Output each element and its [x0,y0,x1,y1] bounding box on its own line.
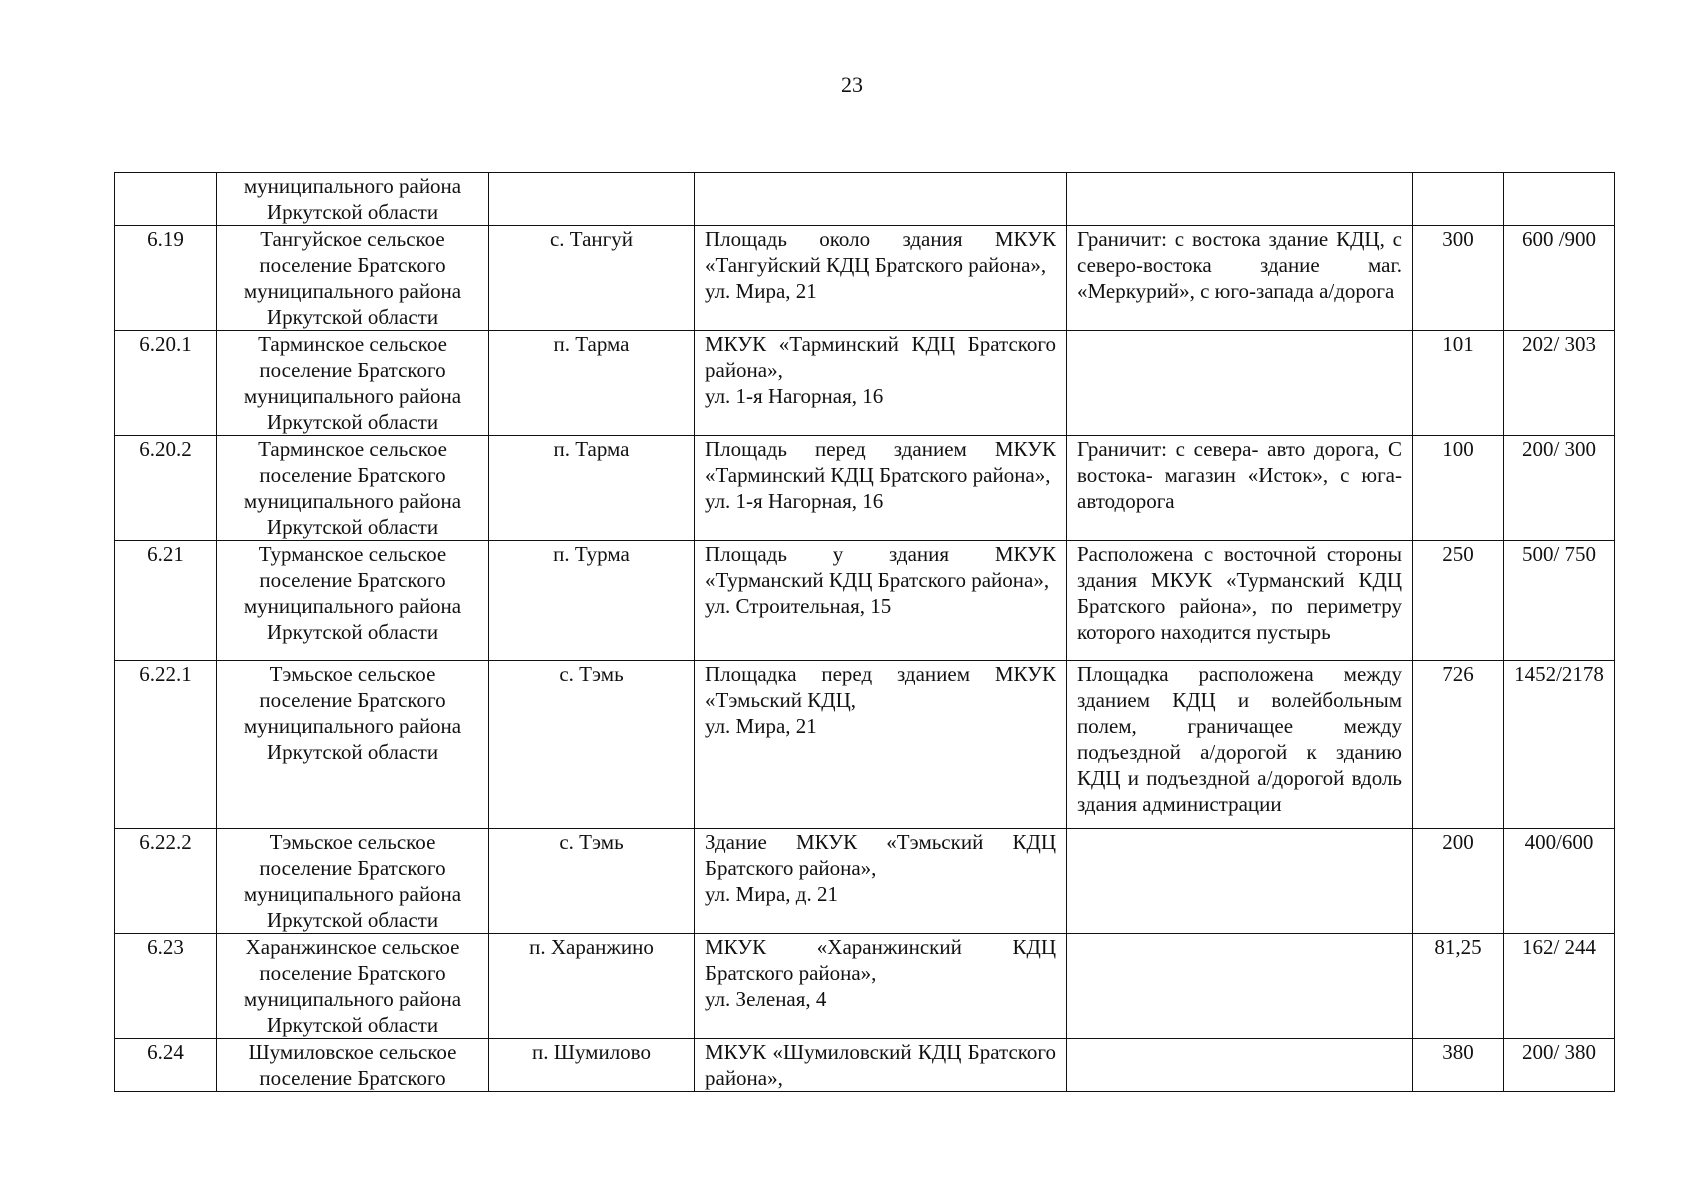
settlement-cell: муниципального района Иркутской области [217,173,489,226]
place-cell: МКУК «Харанжинский КДЦ Братского района», ул. Зеленая, 4 [695,934,1067,1039]
row-number: 6.24 [115,1039,217,1092]
locality-cell [489,173,695,226]
table-row [115,934,1615,1039]
area-cell: 101 [1413,331,1504,436]
area-cell: 300 [1413,226,1504,331]
boundaries-cell [1067,829,1413,934]
boundaries-cell [1067,173,1413,226]
settlement-cell: Тарминское сельское поселение Братского муниципального района Иркутской области [217,436,489,541]
row-number: 6.22.1 [115,661,217,829]
capacity-cell: 202/ 303 [1504,331,1615,436]
capacity-cell: 1452/2178 [1504,661,1615,829]
locality-cell: с. Тэмь [489,661,695,829]
locality-cell: п. Харанжино [489,934,695,1039]
row-number: 6.19 [115,226,217,331]
place-cell: МКУК «Тарминский КДЦ Братского района», ул. 1-я Нагорная, 16 [695,331,1067,436]
settlement-cell: Харанжинское сельское поселение Братского муниципального района Иркутской области [217,934,489,1039]
row-number: 6.21 [115,541,217,661]
table-row [115,661,1615,829]
area-cell: 100 [1413,436,1504,541]
boundaries-cell: Расположена с восточной стороны здания МКУК «Турманский КДЦ Братского района», по периметру которого находится пустырь [1067,541,1413,661]
settlement-cell: Тэмьское сельское поселение Братского муниципального района Иркутской области [217,829,489,934]
table-row [115,226,1615,331]
locality-cell: п. Шумилово [489,1039,695,1092]
area-cell: 200 [1413,829,1504,934]
settlement-cell: Турманское сельское поселение Братского муниципального района Иркутской области [217,541,489,661]
capacity-cell: 500/ 750 [1504,541,1615,661]
capacity-cell: 200/ 380 [1504,1039,1615,1092]
area-cell: 250 [1413,541,1504,661]
area-cell: 81,25 [1413,934,1504,1039]
place-cell: Площадь около здания МКУК «Тангуйский КДЦ Братского района», ул. Мира, 21 [695,226,1067,331]
settlement-cell: Шумиловское сельское поселение Братского [217,1039,489,1092]
locality-cell: с. Тангуй [489,226,695,331]
place-cell: Площадь перед зданием МКУК «Тарминский КДЦ Братского района», ул. 1-я Нагорная, 16 [695,436,1067,541]
area-cell [1413,173,1504,226]
settlement-cell: Тэмьское сельское поселение Братского муниципального района Иркутской области [217,661,489,829]
boundaries-cell [1067,331,1413,436]
table-body [115,173,1615,1092]
locality-cell: п. Тарма [489,331,695,436]
boundaries-cell [1067,934,1413,1039]
place-cell [695,173,1067,226]
table-row [115,331,1615,436]
boundaries-cell: Граничит: с востока здание КДЦ, с северо-востока здание маг. «Меркурий», с юго-запада а/дорога [1067,226,1413,331]
table-row [115,436,1615,541]
capacity-cell: 600 /900 [1504,226,1615,331]
locality-cell: п. Тарма [489,436,695,541]
place-cell: Площадка перед зданием МКУК «Тэмьский КДЦ, ул. Мира, 21 [695,661,1067,829]
boundaries-cell [1067,1039,1413,1092]
place-cell: Здание МКУК «Тэмьский КДЦ Братского района», ул. Мира, д. 21 [695,829,1067,934]
boundaries-cell: Граничит: с севера- авто дорога, С востока- магазин «Исток», с юга- автодорога [1067,436,1413,541]
row-number [115,173,217,226]
table-row [115,173,1615,226]
capacity-cell [1504,173,1615,226]
place-cell: Площадь у здания МКУК «Турманский КДЦ Братского района», ул. Строительная, 15 [695,541,1067,661]
boundaries-cell: Площадка расположена между зданием КДЦ и волейбольным полем, граничащее между подъездной а/дорогой к зданию КДЦ и подъездной а/дорогой вдоль здания администрации [1067,661,1413,829]
table-row [115,1039,1615,1092]
table-row [115,541,1615,661]
place-cell: МКУК «Шумиловский КДЦ Братского района», [695,1039,1067,1092]
area-cell: 726 [1413,661,1504,829]
table-row [115,829,1615,934]
settlement-cell: Тангуйское сельское поселение Братского муниципального района Иркутской области [217,226,489,331]
row-number: 6.20.2 [115,436,217,541]
page-number: 23 [841,72,863,97]
row-number: 6.23 [115,934,217,1039]
capacity-cell: 162/ 244 [1504,934,1615,1039]
row-number: 6.20.1 [115,331,217,436]
settlement-cell: Тарминское сельское поселение Братского муниципального района Иркутской области [217,331,489,436]
row-number: 6.22.2 [115,829,217,934]
venues-table [114,172,1615,1092]
capacity-cell: 200/ 300 [1504,436,1615,541]
capacity-cell: 400/600 [1504,829,1615,934]
area-cell: 380 [1413,1039,1504,1092]
locality-cell: п. Турма [489,541,695,661]
locality-cell: с. Тэмь [489,829,695,934]
